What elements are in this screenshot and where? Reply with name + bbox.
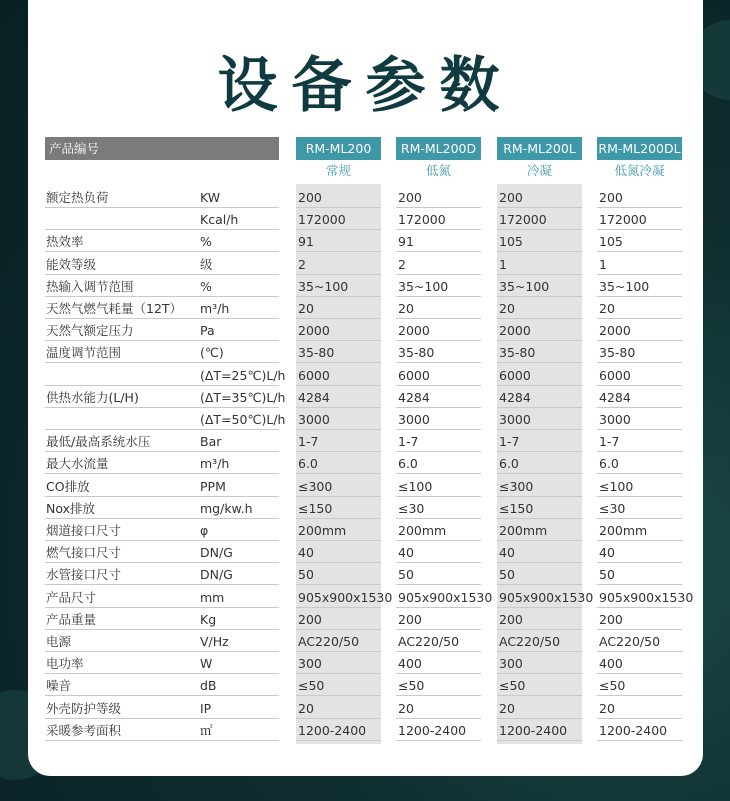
param-value: 4284: [398, 389, 430, 405]
param-unit: 级: [200, 256, 213, 272]
param-value: 1-7: [398, 434, 419, 450]
model-subtitle: 低氮: [425, 163, 451, 178]
param-value: 200: [499, 190, 523, 205]
param-value: ≤150: [499, 500, 534, 516]
param-value: 172000: [599, 212, 647, 228]
param-unit: Kcal/h: [200, 212, 239, 228]
param-value: 200mm: [599, 523, 648, 538]
param-value: 4284: [298, 389, 330, 405]
table-row: [45, 674, 685, 696]
param-value: 6.0: [298, 456, 318, 472]
param-value: 6.0: [398, 456, 418, 472]
param-value: 6.0: [499, 456, 519, 472]
param-name: 采暖参考面积: [46, 722, 122, 738]
param-value: ≤30: [599, 500, 626, 516]
param-unit: PPM: [200, 478, 226, 494]
param-name: 最大水流量: [46, 456, 109, 472]
param-value: 905x900x1530: [499, 589, 594, 605]
table-row: [45, 608, 685, 630]
model-code-header: RM-ML200D: [396, 137, 481, 160]
param-value: 1-7: [499, 434, 520, 450]
param-unit: (ΔT=25℃)L/h: [200, 367, 286, 383]
param-value: 200: [499, 611, 523, 627]
param-value: 40: [499, 545, 515, 561]
model-subtitle: 常规: [325, 163, 351, 178]
param-unit: Bar: [200, 434, 222, 450]
table-row: [45, 541, 685, 563]
param-name: 最低/最高系统水压: [46, 434, 151, 450]
param-value: 1: [499, 256, 507, 272]
param-unit: Pa: [200, 323, 215, 339]
param-value: 20: [398, 301, 414, 316]
param-value: 105: [599, 234, 623, 250]
param-value: 400: [599, 656, 623, 672]
param-value: 20: [599, 301, 615, 316]
param-unit: %: [200, 278, 212, 294]
param-value: ≤50: [599, 678, 626, 694]
param-unit: %: [200, 234, 212, 250]
param-value: 200: [298, 611, 322, 627]
table-row: [45, 497, 685, 519]
table-row: [45, 519, 685, 541]
param-value: 6000: [298, 367, 330, 383]
param-name: 外壳防护等级: [46, 700, 122, 716]
param-value: ≤30: [398, 500, 425, 516]
param-value: ≤50: [398, 678, 425, 694]
param-value: 35~100: [499, 278, 550, 294]
param-value: 1200-2400: [499, 722, 568, 738]
table-row: [45, 475, 685, 497]
param-value: ≤150: [298, 500, 333, 516]
param-name: 产品重量: [46, 611, 97, 627]
param-unit: W: [200, 656, 213, 672]
param-value: 3000: [298, 412, 330, 427]
param-name: 额定热负荷: [46, 190, 109, 205]
param-value: 40: [398, 545, 414, 561]
param-name: 电功率: [46, 656, 84, 672]
param-value: 200: [398, 611, 422, 627]
param-value: 1-7: [599, 434, 620, 450]
param-value: AC220/50: [298, 634, 360, 649]
param-name: 烟道接口尺寸: [46, 523, 122, 538]
param-value: 20: [298, 700, 314, 716]
table-row: [45, 719, 685, 741]
param-value: 905x900x1530: [298, 589, 393, 605]
param-name: 温度调节范围: [46, 345, 122, 361]
param-name: 燃气接口尺寸: [46, 545, 122, 561]
table-row: [45, 364, 685, 386]
param-unit: φ: [200, 523, 209, 538]
param-value: 172000: [398, 212, 446, 228]
model-subtitle: 低氮冷凝: [614, 163, 665, 178]
param-value: ≤100: [599, 478, 634, 494]
model-code-header: RM-ML200L: [497, 137, 582, 160]
param-name: 热效率: [46, 234, 84, 250]
param-name: 噪音: [46, 678, 72, 694]
param-unit: IP: [200, 700, 212, 716]
table-row: [45, 408, 685, 430]
param-value: 200: [599, 190, 623, 205]
param-value: 40: [599, 545, 615, 561]
table-row: [45, 186, 685, 208]
param-value: 6.0: [599, 456, 619, 472]
param-value: 35-80: [599, 345, 636, 361]
param-value: 105: [499, 234, 523, 250]
model-code-header: RM-ML200: [296, 137, 381, 160]
param-unit: (℃): [200, 345, 224, 361]
param-value: 35~100: [398, 278, 449, 294]
param-value: AC220/50: [599, 634, 661, 649]
param-value: 3000: [499, 412, 531, 427]
param-unit: V/Hz: [200, 634, 229, 649]
param-name: 能效等级: [46, 256, 97, 272]
param-value: 40: [298, 545, 314, 561]
param-unit: (ΔT=50℃)L/h: [200, 412, 286, 427]
table-row: [45, 630, 685, 652]
param-value: 35~100: [298, 278, 349, 294]
param-name: 电源: [46, 634, 72, 649]
table-row: [45, 297, 685, 319]
param-value: 172000: [298, 212, 346, 228]
param-value: 20: [499, 301, 515, 316]
param-value: 200: [398, 190, 422, 205]
param-unit: DN/G: [200, 567, 233, 583]
table-row: [45, 275, 685, 297]
param-value: 200: [599, 611, 623, 627]
param-value: 50: [398, 567, 414, 583]
param-value: 6000: [499, 367, 531, 383]
product-number-header: 产品编号: [45, 137, 279, 160]
param-name: 天然气燃气耗量（12T）: [46, 301, 183, 316]
param-name: CO排放: [46, 478, 90, 494]
table-row: [45, 253, 685, 275]
table-row: [45, 386, 685, 408]
table-row: [45, 452, 685, 474]
model-code-header: RM-ML200DL: [597, 137, 682, 160]
param-value: 20: [398, 700, 414, 716]
table-row: [45, 230, 685, 252]
param-value: 200mm: [398, 523, 447, 538]
param-value: 1200-2400: [398, 722, 467, 738]
param-name: 天然气额定压力: [46, 323, 134, 339]
param-value: 400: [398, 656, 422, 672]
param-value: 300: [499, 656, 523, 672]
parameter-card: [28, 0, 703, 776]
param-unit: ㎡: [200, 722, 213, 738]
page-title: 设备参数: [217, 51, 514, 121]
param-unit: m³/h: [200, 456, 230, 472]
param-value: ≤300: [298, 478, 333, 494]
param-value: 2000: [499, 323, 531, 339]
param-value: 6000: [398, 367, 430, 383]
param-value: 905x900x1530: [599, 589, 694, 605]
param-value: 35~100: [599, 278, 650, 294]
param-value: 20: [298, 301, 314, 316]
param-value: 50: [298, 567, 314, 583]
param-value: ≤300: [499, 478, 534, 494]
table-row: [45, 563, 685, 585]
param-value: 20: [499, 700, 515, 716]
param-value: 2000: [298, 323, 330, 339]
param-value: 4284: [499, 389, 531, 405]
param-unit: dB: [200, 678, 217, 694]
param-value: AC220/50: [499, 634, 561, 649]
param-name: 热输入调节范围: [46, 278, 134, 294]
param-value: 1: [599, 256, 607, 272]
param-value: 200mm: [298, 523, 347, 538]
param-value: 35-80: [398, 345, 435, 361]
param-value: 91: [298, 234, 314, 250]
param-value: 300: [298, 656, 322, 672]
param-value: ≤100: [398, 478, 433, 494]
table-row: [45, 341, 685, 363]
param-value: 1-7: [298, 434, 319, 450]
param-name: Nox排放: [46, 500, 96, 516]
param-value: ≤50: [298, 678, 325, 694]
table-row: [45, 697, 685, 719]
table-row: [45, 319, 685, 341]
param-value: 3000: [599, 412, 631, 427]
param-value: 200: [298, 190, 322, 205]
param-value: 2: [298, 256, 306, 272]
param-value: 3000: [398, 412, 430, 427]
param-unit: (ΔT=35℃)L/h: [200, 389, 286, 405]
param-value: 1200-2400: [599, 722, 668, 738]
param-value: 50: [599, 567, 615, 583]
param-value: 200mm: [499, 523, 548, 538]
param-name: 供热水能力(L/H): [46, 389, 139, 405]
param-value: ≤50: [499, 678, 526, 694]
param-value: 905x900x1530: [398, 589, 493, 605]
table-row: [45, 208, 685, 230]
param-value: 35-80: [298, 345, 335, 361]
param-unit: mm: [200, 589, 225, 605]
param-value: 2: [398, 256, 406, 272]
param-name: 水管接口尺寸: [46, 567, 122, 583]
param-unit: DN/G: [200, 545, 233, 561]
param-value: 172000: [499, 212, 547, 228]
table-row: [45, 586, 694, 608]
table-row: [45, 652, 685, 674]
param-unit: mg/kw.h: [200, 500, 253, 516]
param-value: 2000: [599, 323, 631, 339]
param-value: 1200-2400: [298, 722, 367, 738]
param-value: 4284: [599, 389, 631, 405]
param-unit: Kg: [200, 611, 217, 627]
param-value: 6000: [599, 367, 631, 383]
table-row: [45, 430, 685, 452]
param-value: 35-80: [499, 345, 536, 361]
param-unit: m³/h: [200, 301, 230, 316]
param-value: 2000: [398, 323, 430, 339]
param-value: 50: [499, 567, 515, 583]
param-name: 产品尺寸: [46, 589, 97, 605]
model-subtitle: 冷凝: [526, 163, 552, 178]
param-unit: KW: [200, 190, 221, 205]
param-value: 20: [599, 700, 615, 716]
param-value: AC220/50: [398, 634, 460, 649]
param-value: 91: [398, 234, 414, 250]
